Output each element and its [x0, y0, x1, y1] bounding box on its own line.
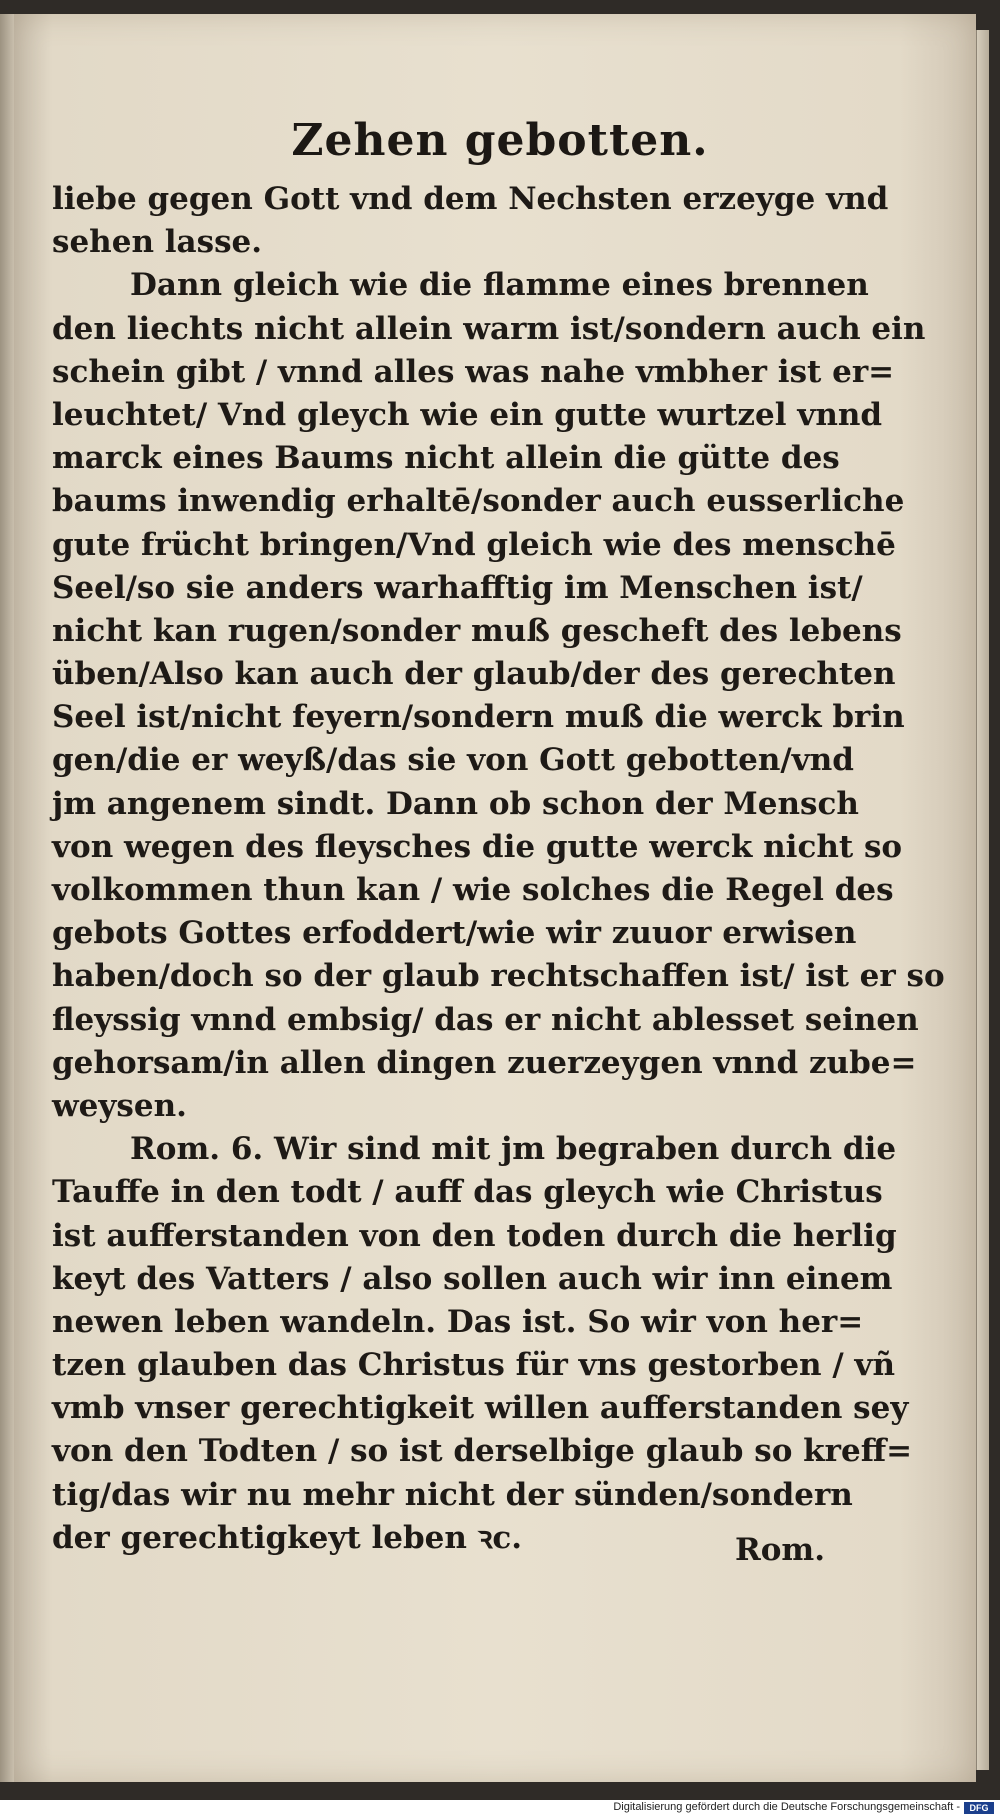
text-line: newen leben wandeln. Das ist. So wir von her= [52, 1303, 864, 1340]
text-line: liebe gegen Gott vnd dem Nechsten erzeyge vnd [52, 181, 889, 217]
text-line: üben/Also kan auch der glaub/der des gerechten [52, 656, 896, 693]
text-line: gute frücht bringen/Vnd gleich wie des menschē [52, 526, 896, 563]
text-line: vmb vnser gerechtigkeit willen aufferstanden sey [52, 1390, 909, 1427]
text-line: sehen lasse. [52, 224, 263, 261]
dfg-logo: DFG [964, 1802, 994, 1814]
text-line: gebots Gottes erfoddert/wie wir zuuor erwisen [52, 915, 857, 952]
text-line: Dann gleich wie die flamme eines brennen [130, 267, 869, 304]
text-line: schein gibt / vnnd alles was nahe vmbher ist er= [52, 353, 895, 390]
text-line: keyt des Vatters / also sollen auch wir inn einem [52, 1260, 893, 1297]
text-line: volkommen thun kan / wie solches die Regel des [52, 872, 894, 908]
text-line: marck eines Baums nicht allein die gütte des [52, 440, 840, 477]
text-line: Rom. 6. Wir sind mit jm begraben durch die [130, 1131, 897, 1168]
body-text [52, 178, 945, 1560]
text-line: von den Todten / so ist derselbige glaub so kreff= [52, 1433, 913, 1470]
text-line: nicht kan rugen/sonder muß gescheft des lebens [52, 612, 902, 649]
text-line: jm angenem sindt. Dann ob schon der Mensch [52, 785, 859, 822]
text-line: von wegen des fleysches die gutte werck nicht so [52, 828, 903, 865]
text-line: gen/die er weyß/das sie von Gott gebotten/vnd [52, 742, 854, 779]
text-line: gehorsam/in allen dingen zuerzeygen vnnd zube= [52, 1044, 917, 1081]
page-edge [976, 30, 989, 1770]
text-line: der gerechtigkeyt leben ꝛc. [52, 1519, 523, 1556]
text-line: baums inwendig erhaltē/sonder auch eusserliche [52, 483, 905, 520]
catchword: Rom. [734, 1532, 825, 1568]
text-line: leuchtet/ Vnd gleych wie ein gutte wurtzel vnnd [52, 396, 883, 433]
text-line: Seel ist/nicht feyern/sondern muß die werck brin [52, 699, 905, 736]
funding-credit: Digitalisierung gefördert durch die Deutsche Forschungsgemeinschaft - [613, 1801, 960, 1813]
text-line: ist aufferstanden von den toden durch die herlig [52, 1217, 897, 1254]
text-line: haben/doch so der glaub rechtschaffen ist/ ist er so [52, 958, 945, 995]
text-line: tzen glauben das Christus für vns gestorben / vñ [52, 1347, 896, 1384]
text-line: fleyssig vnnd embsig/ das er nicht ablesset seinen [52, 1001, 919, 1038]
text-line: den liechts nicht allein warm ist/sondern auch ein [52, 310, 926, 347]
text-line: Seel/so sie anders warhafftig im Menschen ist/ [52, 569, 863, 606]
text-line: Tauffe in den todt / auff das gleych wie Christus [52, 1174, 883, 1211]
text-line: tig/das wir nu mehr nicht der sünden/sondern [52, 1476, 853, 1513]
running-head: Zehen gebotten. [291, 115, 709, 166]
text-line: weysen. [52, 1087, 187, 1124]
